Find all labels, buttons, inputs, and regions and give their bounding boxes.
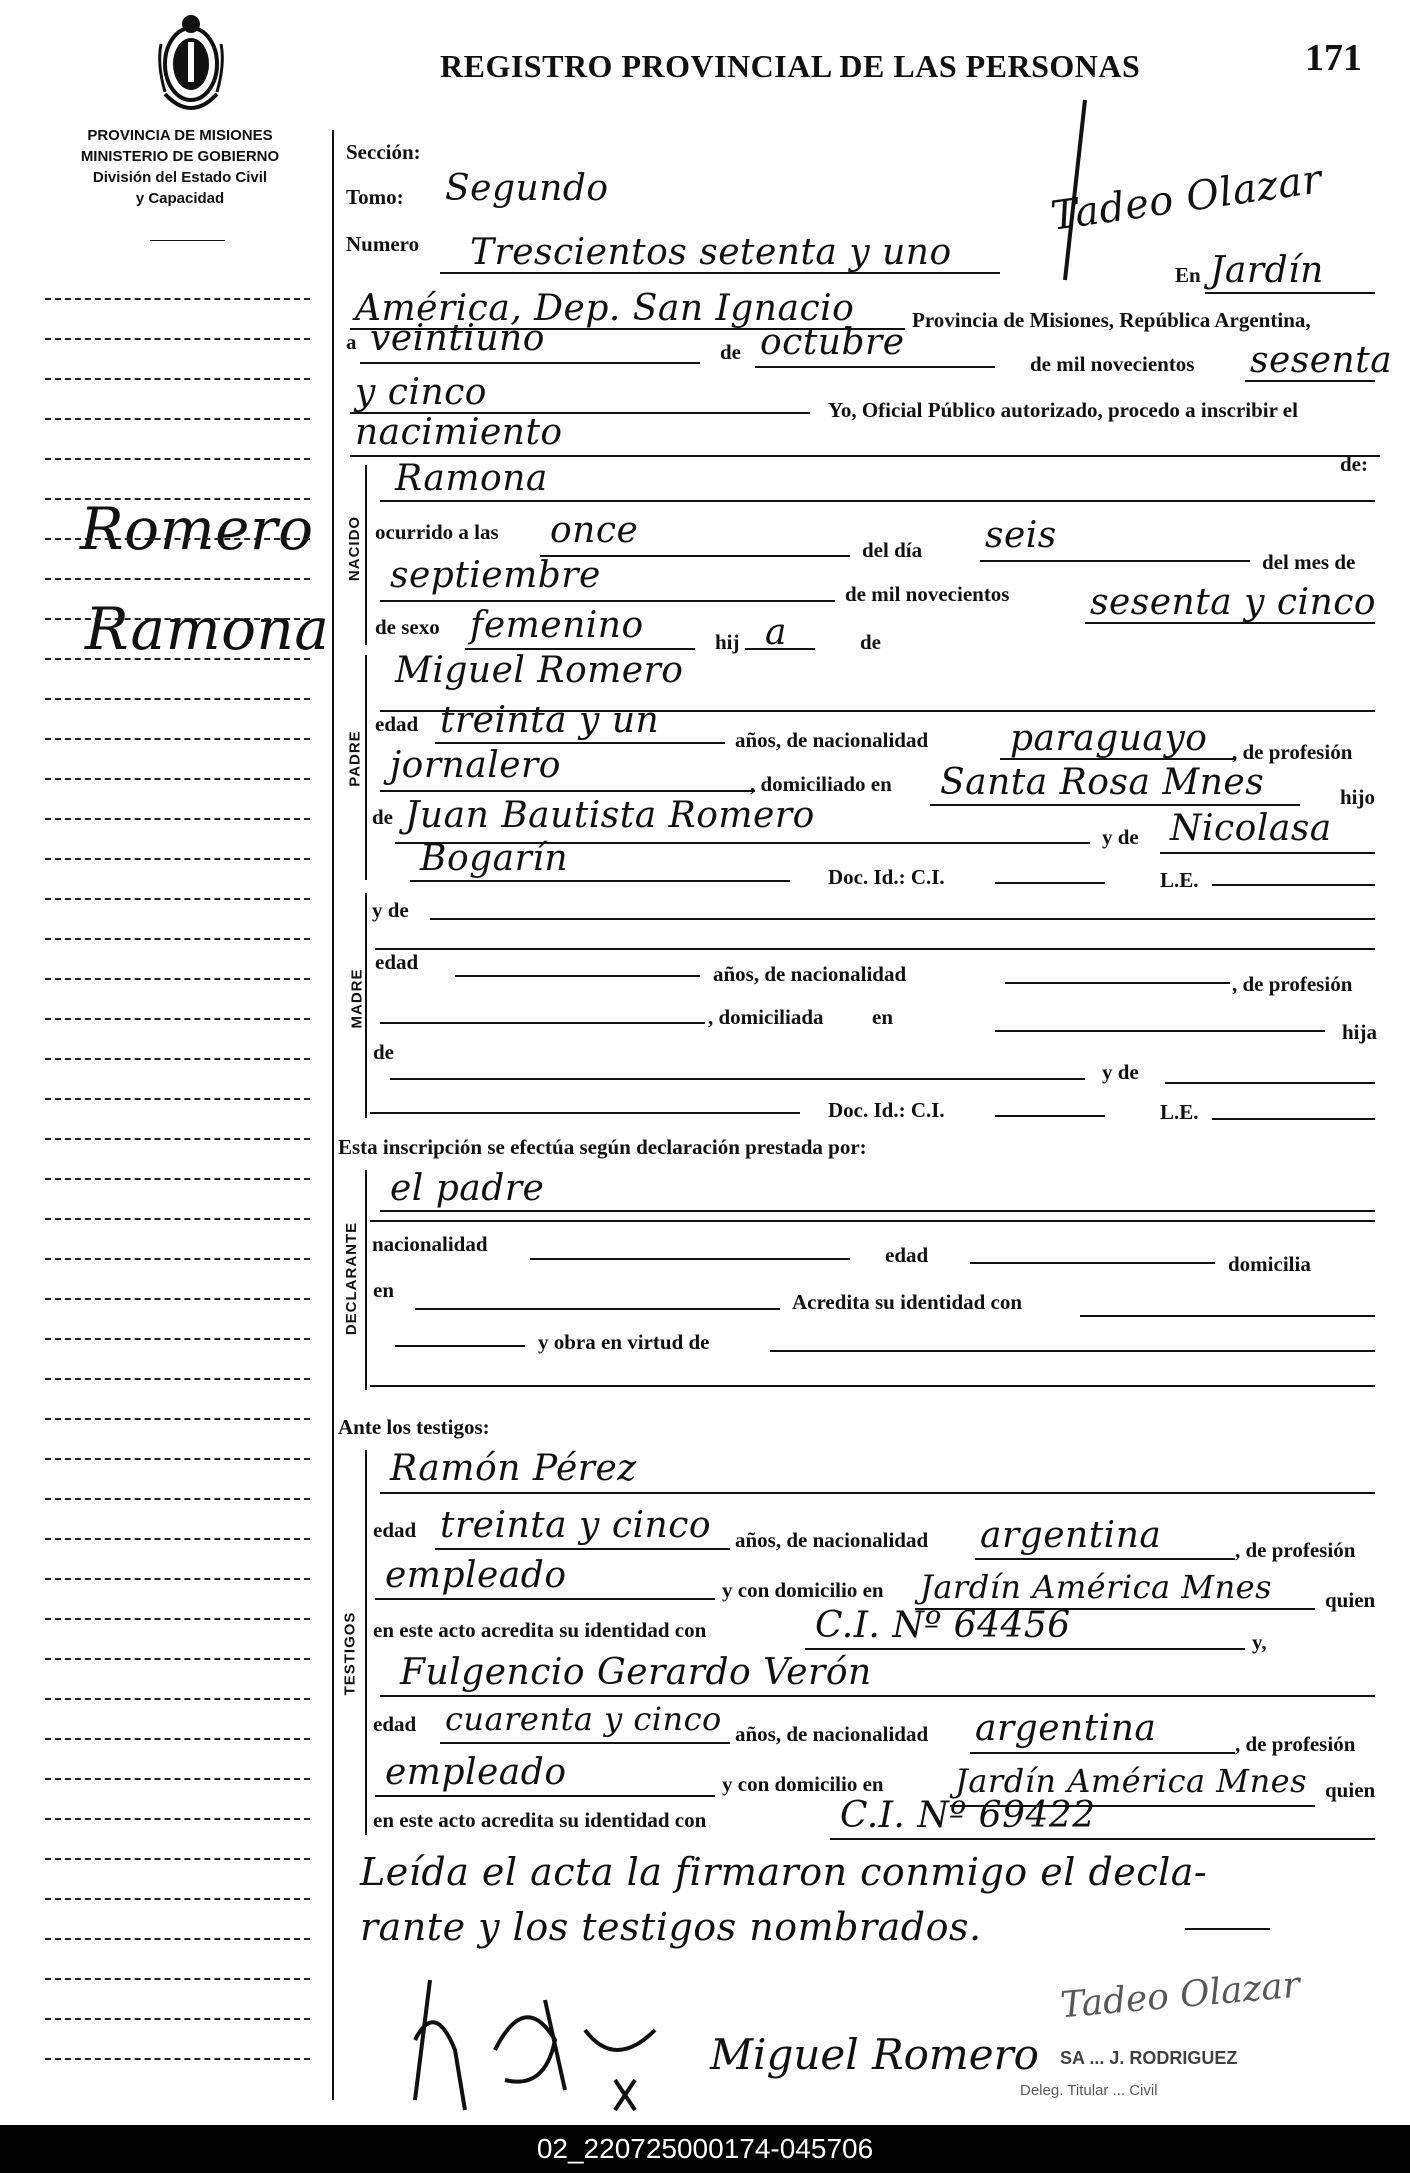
padre-dom-value: Santa Rosa Mnes — [940, 762, 1265, 803]
province-label: Provincia de Misiones, República Argentina, — [912, 308, 1311, 332]
witness2-nac: argentina — [975, 1708, 1157, 1749]
org-capacity: y Capacidad — [135, 190, 225, 207]
margin-rule-line — [45, 658, 310, 660]
margin-rule-line — [45, 1098, 310, 1100]
hij-label: hij — [715, 630, 740, 654]
declarante-bracket — [365, 1170, 367, 1390]
madre-le-line — [1212, 1118, 1375, 1120]
margin-rule-line — [45, 978, 310, 980]
padre-doc-label: Doc. Id.: C.I. — [828, 865, 945, 889]
margin-rule-line — [45, 698, 310, 700]
padre-bracket — [365, 655, 367, 880]
declarante-name-line-2 — [370, 1220, 1375, 1222]
margin-rule-line — [45, 1938, 310, 1940]
testigos-intro: Ante los testigos: — [338, 1415, 490, 1439]
month-value: octubre — [760, 322, 905, 363]
margin-rule-line — [45, 458, 310, 460]
margin-rule-line — [45, 2018, 310, 2020]
madre-dom-label: , domiciliada — [708, 1005, 824, 1029]
witness2-quien-label: quien — [1325, 1778, 1376, 1802]
month-line — [755, 366, 995, 368]
margin-rule-line — [45, 1818, 310, 1820]
margin-rule-line — [45, 1698, 310, 1700]
numero-label: Numero — [346, 232, 420, 256]
nacido-section-label: NACIDO — [346, 515, 364, 582]
margin-rule-line — [45, 1258, 310, 1260]
birth-year-line — [1085, 622, 1375, 624]
en-label: En — [1175, 263, 1201, 287]
margin-rule-line — [45, 1138, 310, 1140]
madre-y-de-label: y de — [372, 898, 409, 922]
numero-value: Trescientos setenta y uno — [470, 232, 952, 273]
margin-rule-line — [45, 1378, 310, 1380]
margin-rule-line — [45, 1658, 310, 1660]
witness1-edad-line — [435, 1548, 730, 1550]
witness1-quien-label: quien — [1325, 1588, 1376, 1612]
closing-line2: rante y los testigos nombrados. — [360, 1905, 982, 1949]
nacido-name: Ramona — [395, 458, 548, 499]
tomo-value: Segundo — [445, 168, 609, 209]
madre-edad-line — [455, 975, 700, 977]
sexo-value: femenino — [470, 605, 644, 646]
margin-rule-line — [45, 1338, 310, 1340]
margin-rule-line — [45, 338, 310, 340]
de-colon-label: de: — [1340, 452, 1368, 476]
del-dia-label: del día — [862, 538, 923, 562]
tomo-label: Tomo: — [346, 185, 404, 209]
numero-line — [440, 272, 1000, 274]
footer-filename: 02_220725000174-045706 — [0, 2125, 1410, 2173]
ocurrido-label: ocurrido a las — [375, 520, 499, 544]
padre-nac-line — [1000, 758, 1235, 760]
testigos-bracket — [365, 1450, 367, 1835]
padre-edad-value: treinta y un — [440, 700, 660, 741]
birth-year-value: sesenta y cinco — [1090, 582, 1377, 623]
witness1-edad: treinta y cinco — [440, 1505, 712, 1546]
witness1-dom-label: y con domicilio en — [722, 1578, 884, 1602]
margin-rule-line — [45, 1458, 310, 1460]
year-value-1: sesenta — [1250, 340, 1393, 381]
seccion-label: Sección: — [346, 140, 421, 164]
declarante-name: el padre — [390, 1168, 545, 1209]
margin-rule-line — [45, 1498, 310, 1500]
margin-rule-line — [45, 538, 310, 540]
declarante-nac-label: nacionalidad — [372, 1232, 488, 1256]
padre-nac-label: años, de nacionalidad — [735, 728, 929, 752]
margin-rule-line — [45, 738, 310, 740]
place-line-1 — [1205, 292, 1375, 294]
de-label: de — [720, 340, 741, 364]
padre-prof-line — [380, 790, 755, 792]
madre-name-line — [430, 918, 1375, 920]
witness1-edad-label: edad — [373, 1518, 417, 1542]
witness2-prof-label: , de profesión — [1235, 1732, 1356, 1756]
padre-prof-label: , de profesión — [1232, 740, 1353, 764]
madre-edad-label: edad — [375, 950, 419, 974]
madre-doc-label: Doc. Id.: C.I. — [828, 1098, 945, 1122]
declarante-obra-line — [770, 1350, 1375, 1352]
birth-day-line — [980, 560, 1250, 562]
witness2-name: Fulgencio Gerardo Verón — [400, 1652, 872, 1693]
padre-prof-value: jornalero — [390, 745, 561, 786]
witness1-prof-label: , de profesión — [1235, 1538, 1356, 1562]
witness2-id: C.I. Nº 69422 — [840, 1795, 1096, 1836]
margin-rule-line — [45, 618, 310, 620]
witness1-name: Ramón Pérez — [390, 1448, 637, 1489]
witness1-prof: empleado — [385, 1555, 567, 1596]
margin-rule-line — [45, 418, 310, 420]
official-label: Yo, Oficial Público autorizado, procedo a inscribir el — [828, 398, 1298, 422]
official-signature-stroke — [1040, 90, 1100, 290]
witness1-y-label: y, — [1252, 1630, 1267, 1654]
madre-hija-label: hija — [1342, 1020, 1378, 1044]
witness2-prof-line — [375, 1795, 715, 1797]
witness1-nac-line — [975, 1558, 1235, 1560]
madre-le-label: L.E. — [1160, 1100, 1199, 1124]
witness2-nac-line — [970, 1752, 1235, 1754]
declarante-en-line — [415, 1308, 780, 1310]
witness1-nac-label: años, de nacionalidad — [735, 1528, 929, 1552]
margin-rule-line — [45, 938, 310, 940]
padre-de-label: de — [372, 805, 393, 829]
witness2-id-line — [830, 1838, 1375, 1840]
main-frame-left — [332, 130, 334, 2100]
madre-prof-line — [380, 1022, 705, 1024]
declarante-en-label: en — [373, 1278, 394, 1302]
witness1-nac: argentina — [980, 1515, 1162, 1556]
witness2-dom-label: y con domicilio en — [722, 1772, 884, 1796]
official-closing-signature: Tadeo Olazar — [1058, 1964, 1302, 2027]
padre-hijo-label: hijo — [1340, 785, 1376, 809]
year-label: de mil novecientos — [1030, 352, 1195, 376]
org-ministry: MINISTERIO DE GOBIERNO — [80, 148, 280, 165]
margin-rule-line — [45, 578, 310, 580]
place-value-2: América, Dep. San Ignacio — [355, 288, 855, 329]
closing-end-line — [1185, 1928, 1270, 1930]
declarante-obra-line-pre — [395, 1345, 525, 1347]
witness1-acredita-label: en este acto acredita su identidad con — [373, 1618, 707, 1642]
witness2-nac-label: años, de nacionalidad — [735, 1722, 929, 1746]
org-division: División del Estado Civil — [92, 169, 268, 186]
page-title: REGISTRO PROVINCIAL DE LAS PERSONAS — [440, 48, 1141, 84]
act-value: nacimiento — [355, 412, 563, 453]
margin-rule-line — [45, 1178, 310, 1180]
declarante-intro: Esta inscripción se efectúa según declaración prestada por: — [338, 1135, 867, 1159]
padre-y-de-label: y de — [1102, 825, 1139, 849]
margin-rule-line — [45, 1578, 310, 1580]
margin-rule-line — [45, 498, 310, 500]
day-value: veintiuno — [370, 318, 545, 359]
margin-rule-line — [45, 1538, 310, 1540]
margin-rule-line — [45, 1018, 310, 1020]
hij-value: a — [765, 612, 787, 653]
margin-rule-line — [45, 1898, 310, 1900]
madre-parent2-line2 — [370, 1112, 800, 1114]
witness1-id-line — [805, 1648, 1245, 1650]
margin-rule-line — [45, 1858, 310, 1860]
madre-parent1-line — [390, 1078, 1085, 1080]
nacido-bracket — [365, 465, 367, 645]
padre-section-label: PADRE — [346, 730, 364, 787]
witness2-edad: cuarenta y cinco — [445, 1700, 722, 1738]
witness2-name-line — [380, 1695, 1375, 1697]
testigos-section-label: TESTIGOS — [341, 1611, 359, 1696]
coat-of-arms-emblem — [155, 4, 227, 122]
declarante-nac-line — [530, 1258, 850, 1260]
year-line-1 — [1245, 380, 1375, 382]
margin-rule-line — [45, 1218, 310, 1220]
org-underline — [150, 240, 225, 241]
margin-rule-line — [45, 1298, 310, 1300]
margin-rule-line — [45, 2058, 310, 2060]
declarant-signature: Miguel Romero — [710, 2030, 1039, 2079]
madre-nac-line — [1005, 982, 1230, 984]
official-signature: Tadeo Olazar — [1048, 156, 1325, 240]
org-province: PROVINCIA DE MISIONES — [87, 127, 273, 144]
witness2-edad-line — [440, 1742, 730, 1744]
day-line — [360, 362, 700, 364]
nacido-name-line — [380, 500, 1375, 502]
margin-rule-line — [45, 818, 310, 820]
margin-rule-line — [45, 898, 310, 900]
year-value-2: y cinco — [355, 372, 487, 413]
padre-edad-label: edad — [375, 712, 419, 736]
madre-de-label: de — [373, 1040, 394, 1064]
padre-parent2-2: Bogarín — [420, 838, 569, 879]
margin-surname: Romero — [80, 495, 314, 563]
padre-parent2-1: Nicolasa — [1170, 808, 1332, 849]
padre-parent1: Juan Bautista Romero — [405, 795, 815, 836]
hij-line — [745, 648, 815, 650]
declarante-obra-label: y obra en virtud de — [538, 1330, 710, 1354]
padre-doc-line — [995, 882, 1105, 884]
declarante-edad-line — [970, 1262, 1215, 1264]
madre-parent2-line — [1165, 1082, 1375, 1084]
witness2-edad-label: edad — [373, 1712, 417, 1736]
act-line — [350, 455, 1380, 457]
declarante-section-label: DECLARANTE — [343, 1221, 361, 1336]
witness1-dom: Jardín América Mnes — [920, 1568, 1273, 1606]
witness2-prof: empleado — [385, 1752, 567, 1793]
witness1-id: C.I. Nº 64456 — [815, 1605, 1071, 1646]
madre-name-line-2 — [375, 948, 1375, 950]
declarante-name-line — [380, 1210, 1375, 1212]
madre-y-de2-label: y de — [1102, 1060, 1139, 1084]
madre-section-label: MADRE — [348, 968, 366, 1029]
declarante-end-line — [370, 1385, 1375, 1387]
padre-le-label: L.E. — [1160, 868, 1199, 892]
closing-line1: Leída el acta la firmaron conmigo el decla- — [360, 1850, 1208, 1894]
birth-month-line — [380, 600, 835, 602]
stamp-line2: Deleg. Titular ... Civil — [1020, 2082, 1158, 2099]
padre-name: Miguel Romero — [395, 650, 684, 691]
del-mes-label: del mes de — [1262, 550, 1356, 574]
madre-prof-label: , de profesión — [1232, 972, 1353, 996]
hour-value: once — [550, 510, 639, 551]
margin-rule-line — [45, 1738, 310, 1740]
padre-dom-line — [930, 804, 1300, 806]
margin-rule-line — [45, 1978, 310, 1980]
header-organization — [30, 125, 330, 209]
witness2-acredita-label: en este acto acredita su identidad con — [373, 1808, 707, 1832]
margin-rule-line — [45, 778, 310, 780]
birth-day-value: seis — [985, 515, 1057, 556]
margin-rule-line — [45, 858, 310, 860]
place-value-1: Jardín — [1210, 250, 1324, 291]
padre-edad-line — [435, 742, 725, 744]
witness-signatures — [395, 1960, 725, 2120]
margin-rule-line — [45, 1418, 310, 1420]
witness1-name-line — [380, 1492, 1375, 1494]
birth-month-value: septiembre — [390, 555, 601, 596]
stamp-line1: SA ... J. RODRIGUEZ — [1060, 2048, 1238, 2068]
madre-nac-label: años, de nacionalidad — [713, 962, 907, 986]
madre-dom-line — [995, 1030, 1325, 1032]
margin-rule-line — [45, 1058, 310, 1060]
madre-en-label: en — [872, 1005, 893, 1029]
declarante-acredita-label: Acredita su identidad con — [792, 1290, 1023, 1314]
declarante-edad-label: edad — [885, 1243, 929, 1267]
nacido-de-label: de — [860, 630, 881, 654]
padre-nac-value: paraguayo — [1010, 718, 1208, 759]
padre-le-line — [1212, 884, 1375, 886]
margin-rule-line — [45, 378, 310, 380]
margin-rule-line — [45, 1618, 310, 1620]
witness2-dom: Jardín América Mnes — [955, 1762, 1308, 1800]
padre-parent2-line2 — [410, 880, 790, 882]
witness1-prof-line — [375, 1598, 715, 1600]
a-label: a — [346, 330, 357, 354]
margin-given-name: Ramona — [85, 595, 330, 663]
de-mil-label: de mil novecientos — [845, 582, 1010, 606]
margin-rule-line — [45, 298, 310, 300]
margin-rule-line — [45, 1778, 310, 1780]
madre-doc-line — [995, 1115, 1105, 1117]
sexo-label: de sexo — [375, 615, 440, 639]
declarante-dom-label: domicilia — [1228, 1252, 1311, 1276]
declarante-acredita-line — [1080, 1315, 1375, 1317]
padre-dom-label: , domiciliado en — [750, 772, 892, 796]
padre-parent2-line — [1160, 852, 1375, 854]
page-number: 171 — [1305, 37, 1362, 79]
